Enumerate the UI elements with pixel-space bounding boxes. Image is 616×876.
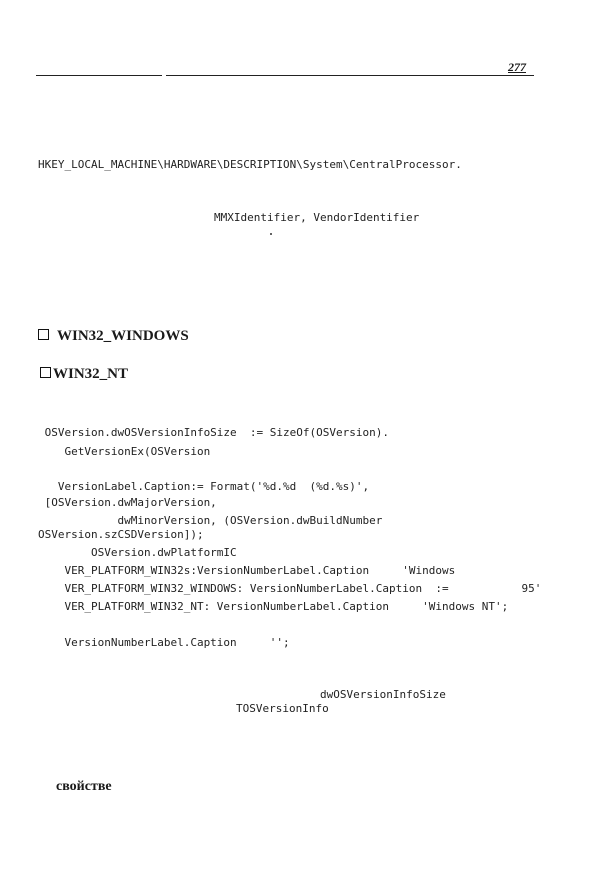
identifiers-line: MMXIdentifier, VendorIdentifier (214, 211, 420, 224)
code-line: OSVersion.dwPlatformIC (38, 546, 237, 559)
code-line: VER_PLATFORM_WIN32s:VersionNumberLabel.Caption 'Windows (38, 564, 456, 577)
footer-word: свойстве (56, 779, 112, 794)
code-line: [OSVersion.dwMajorVersion, (38, 496, 217, 509)
code-line: OSVersion.szCSDVersion]); (38, 528, 204, 541)
code-line: dwMinorVersion, (OSVersion.dwBuildNumber (38, 514, 383, 527)
checkbox-icon (40, 367, 51, 378)
scan-speck (270, 233, 272, 235)
code-line: VER_PLATFORM_WIN32_NT: VersionNumberLabel.Caption 'Windows NT'; (38, 600, 509, 613)
checkbox-icon (38, 329, 49, 340)
page-number: 277 (508, 60, 526, 74)
constant-win32-nt-label: WIN32_NT (53, 366, 129, 382)
size-field: dwOSVersionInfoSize (320, 688, 446, 701)
header-rule-left (36, 75, 162, 76)
code-line: VER_PLATFORM_WIN32_WINDOWS: VersionNumberLabel.Caption := 95' (38, 582, 542, 595)
type-name: TOSVersionInfo (236, 702, 329, 715)
code-block (38, 426, 541, 654)
header-rule-main (166, 75, 534, 76)
code-line (38, 464, 541, 480)
code-line: OSVersion.dwOSVersionInfoSize := SizeOf(OSVersion). (38, 426, 389, 439)
code-line (38, 618, 541, 636)
code-line: GetVersionEx(OSVersion (38, 445, 211, 458)
constant-win32-windows (38, 328, 189, 345)
code-line: VersionNumberLabel.Caption ''; (38, 636, 290, 649)
constant-win32-windows-label: WIN32_WINDOWS (57, 328, 189, 344)
registry-path: HKEY_LOCAL_MACHINE\HARDWARE\DESCRIPTION\System\CentralProcessor. (38, 158, 462, 171)
constant-win32-nt (40, 366, 128, 383)
code-line: VersionLabel.Caption:= Format('%d.%d (%d.%s)', (38, 480, 370, 493)
